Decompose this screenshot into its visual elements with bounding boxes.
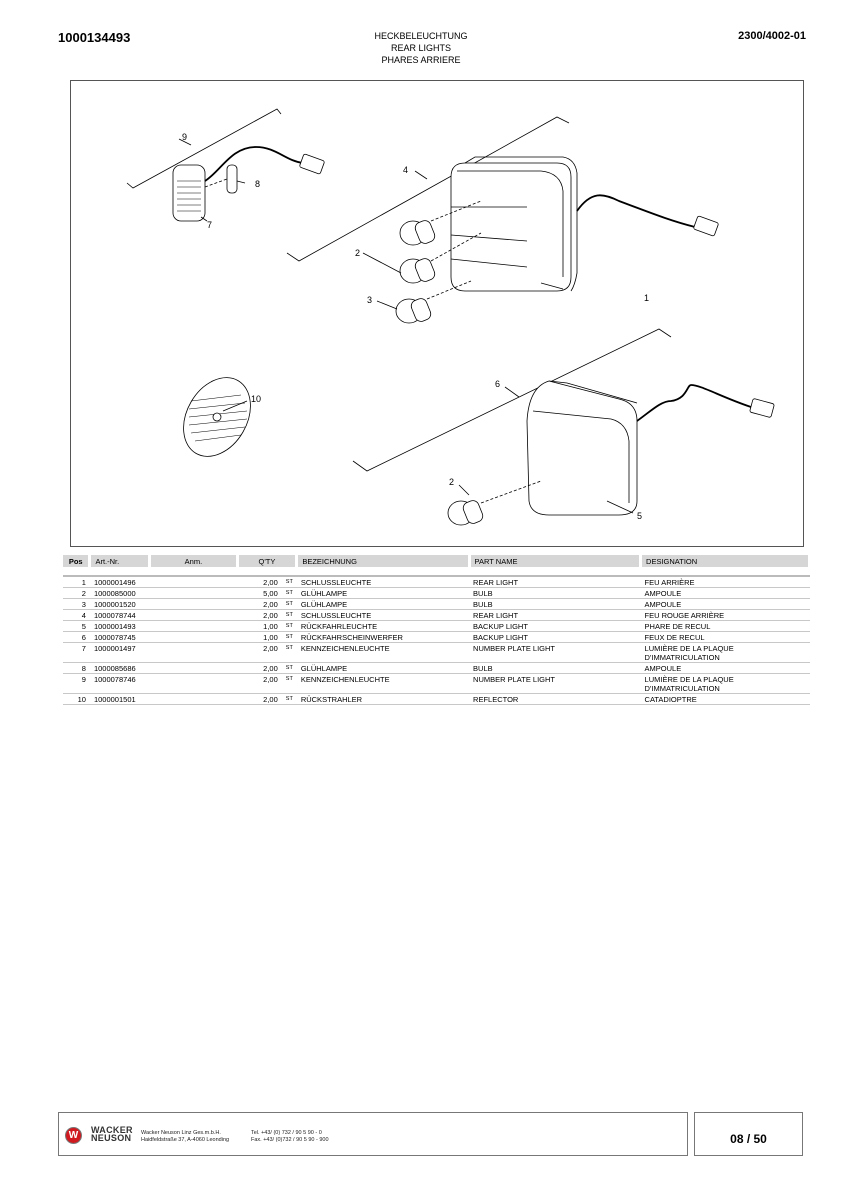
- brand-name: [91, 1126, 133, 1142]
- cell-bezeichnung: GLÜHLAMPE: [297, 588, 469, 599]
- table-row: [63, 588, 810, 599]
- cell-designation: LUMIÈRE DE LA PLAQUE D'IMMATRICULATION: [641, 674, 810, 694]
- cell-art-nr: 1000001496: [90, 576, 150, 588]
- table-row: [63, 576, 810, 588]
- callout-3: 3: [367, 295, 373, 305]
- cell-part-name: REAR LIGHT: [469, 576, 641, 588]
- callout-2b: 2: [449, 477, 455, 487]
- rear-light-body: [451, 163, 571, 291]
- contact-info: [251, 1130, 329, 1144]
- cell-art-nr: 1000078746: [90, 674, 150, 694]
- col-part-name: PART NAME: [469, 555, 641, 567]
- cell-designation: FEUX DE RECUL: [641, 632, 810, 643]
- parts-rows: [63, 576, 810, 705]
- cell-bezeichnung: RÜCKSTRAHLER: [297, 694, 469, 705]
- cell-bezeichnung: SCHLUSSLEUCHTE: [297, 576, 469, 588]
- cell-pos: 5: [63, 621, 90, 632]
- reference-number: 2300/4002-01: [738, 30, 806, 42]
- table-row: [63, 674, 810, 694]
- cell-pos: 6: [63, 632, 90, 643]
- page-title-block: [0, 30, 842, 66]
- cell-qty: 5,00: [237, 588, 282, 599]
- cell-part-name: REAR LIGHT: [469, 610, 641, 621]
- cell-bezeichnung: GLÜHLAMPE: [297, 663, 469, 674]
- cell-qty: 2,00: [237, 610, 282, 621]
- cell-pos: 8: [63, 663, 90, 674]
- title-french: PHARES ARRIERE: [381, 55, 461, 65]
- cell-bezeichnung: RÜCKFAHRLEUCHTE: [297, 621, 469, 632]
- cell-anm: [150, 643, 237, 663]
- table-header-row: [63, 555, 810, 567]
- cell-unit: ST: [282, 621, 297, 632]
- cell-unit: ST: [282, 599, 297, 610]
- brand-line-2: NEUSON: [91, 1133, 132, 1143]
- cell-anm: [150, 621, 237, 632]
- fax: Fax. +43/ (0)732 / 90 5 90 - 900: [251, 1137, 329, 1143]
- callout-8: 8: [255, 179, 261, 189]
- cell-art-nr: 1000001501: [90, 694, 150, 705]
- callout-6: 6: [495, 379, 501, 389]
- callout-10: 10: [251, 394, 262, 404]
- table-row: [63, 610, 810, 621]
- cell-unit: ST: [282, 694, 297, 705]
- callout-5: 5: [637, 511, 643, 521]
- cell-designation: PHARE DE RECUL: [641, 621, 810, 632]
- col-art-nr: Art.-Nr.: [90, 555, 150, 567]
- cell-art-nr: 1000085686: [90, 663, 150, 674]
- cell-designation: AMPOULE: [641, 599, 810, 610]
- brand-line-1: WACKER: [91, 1125, 133, 1135]
- cell-art-nr: 1000001497: [90, 643, 150, 663]
- callout-4: 4: [403, 165, 409, 175]
- company-name: Wacker Neuson Linz Ges.m.b.H.: [141, 1130, 221, 1136]
- cell-anm: [150, 663, 237, 674]
- backup-light-body: [527, 381, 637, 515]
- cell-bezeichnung: RÜCKFAHRSCHEINWERFER: [297, 632, 469, 643]
- cell-unit: ST: [282, 588, 297, 599]
- cell-anm: [150, 694, 237, 705]
- callout-1: 1: [644, 293, 650, 303]
- table-row: [63, 643, 810, 663]
- cell-anm: [150, 576, 237, 588]
- cell-qty: 1,00: [237, 621, 282, 632]
- callout-9: 9: [182, 132, 188, 142]
- col-qty: Q'TY: [237, 555, 297, 567]
- cell-anm: [150, 632, 237, 643]
- cell-part-name: NUMBER PLATE LIGHT: [469, 643, 641, 663]
- company-address: Haidfeldstraße 37, A-4060 Leonding: [141, 1137, 230, 1143]
- title-english: REAR LIGHTS: [390, 43, 451, 53]
- cell-part-name: BACKUP LIGHT: [469, 621, 641, 632]
- cell-qty: 2,00: [237, 674, 282, 694]
- cell-part-name: BACKUP LIGHT: [469, 632, 641, 643]
- cell-anm: [150, 588, 237, 599]
- cell-art-nr: 1000085000: [90, 588, 150, 599]
- cell-part-name: BULB: [469, 663, 641, 674]
- footer: [58, 1112, 688, 1156]
- table-row: [63, 632, 810, 643]
- cell-designation: FEU ARRIÈRE: [641, 576, 810, 588]
- cell-pos: 2: [63, 588, 90, 599]
- title-german: HECKBELEUCHTUNG: [374, 31, 468, 41]
- telephone: Tel. +43/ (0) 732 / 90 5 90 - 0: [251, 1130, 322, 1136]
- cell-part-name: NUMBER PLATE LIGHT: [469, 674, 641, 694]
- cell-pos: 9: [63, 674, 90, 694]
- cell-unit: ST: [282, 610, 297, 621]
- cell-art-nr: 1000078745: [90, 632, 150, 643]
- wacker-neuson-logo-icon: W: [65, 1127, 82, 1144]
- cell-unit: ST: [282, 643, 297, 663]
- cell-qty: 2,00: [237, 694, 282, 705]
- cell-pos: 4: [63, 610, 90, 621]
- callout-2: 2: [355, 248, 361, 258]
- cell-qty: 2,00: [237, 643, 282, 663]
- callout-7: 7: [207, 220, 213, 230]
- cell-anm: [150, 610, 237, 621]
- cell-unit: ST: [282, 632, 297, 643]
- parts-illustration: [71, 81, 805, 548]
- cell-qty: 2,00: [237, 663, 282, 674]
- col-designation: DESIGNATION: [641, 555, 810, 567]
- cell-part-name: BULB: [469, 588, 641, 599]
- table-row: [63, 694, 810, 705]
- cell-unit: ST: [282, 674, 297, 694]
- cell-qty: 2,00: [237, 576, 282, 588]
- cell-art-nr: 1000001493: [90, 621, 150, 632]
- cell-part-name: BULB: [469, 599, 641, 610]
- cell-pos: 7: [63, 643, 90, 663]
- cell-anm: [150, 674, 237, 694]
- cell-bezeichnung: SCHLUSSLEUCHTE: [297, 610, 469, 621]
- table-row: [63, 663, 810, 674]
- cell-unit: ST: [282, 663, 297, 674]
- cell-art-nr: 1000078744: [90, 610, 150, 621]
- col-pos: Pos: [63, 555, 90, 567]
- cell-pos: 10: [63, 694, 90, 705]
- cell-part-name: REFLECTOR: [469, 694, 641, 705]
- table-row: [63, 599, 810, 610]
- document-number: 1000134493: [58, 30, 131, 45]
- cell-bezeichnung: KENNZEICHENLEUCHTE: [297, 643, 469, 663]
- festoon-bulb: [227, 165, 237, 193]
- page-number: 08 / 50: [694, 1112, 803, 1156]
- cell-bezeichnung: KENNZEICHENLEUCHTE: [297, 674, 469, 694]
- company-info: [141, 1130, 229, 1144]
- cell-pos: 3: [63, 599, 90, 610]
- cell-designation: AMPOULE: [641, 663, 810, 674]
- table-row: [63, 621, 810, 632]
- cell-unit: ST: [282, 576, 297, 588]
- col-bezeichnung: BEZEICHNUNG: [297, 555, 469, 567]
- cell-qty: 2,00: [237, 599, 282, 610]
- cell-designation: AMPOULE: [641, 588, 810, 599]
- cell-qty: 1,00: [237, 632, 282, 643]
- cell-pos: 1: [63, 576, 90, 588]
- exploded-parts-drawing: [70, 80, 804, 547]
- cell-anm: [150, 599, 237, 610]
- cell-designation: CATADIOPTRE: [641, 694, 810, 705]
- cell-designation: LUMIÈRE DE LA PLAQUE D'IMMATRICULATION: [641, 643, 810, 663]
- cell-bezeichnung: GLÜHLAMPE: [297, 599, 469, 610]
- cell-designation: FEU ROUGE ARRIÈRE: [641, 610, 810, 621]
- col-anm: Anm.: [150, 555, 237, 567]
- cell-art-nr: 1000001520: [90, 599, 150, 610]
- parts-list-table: [63, 555, 811, 705]
